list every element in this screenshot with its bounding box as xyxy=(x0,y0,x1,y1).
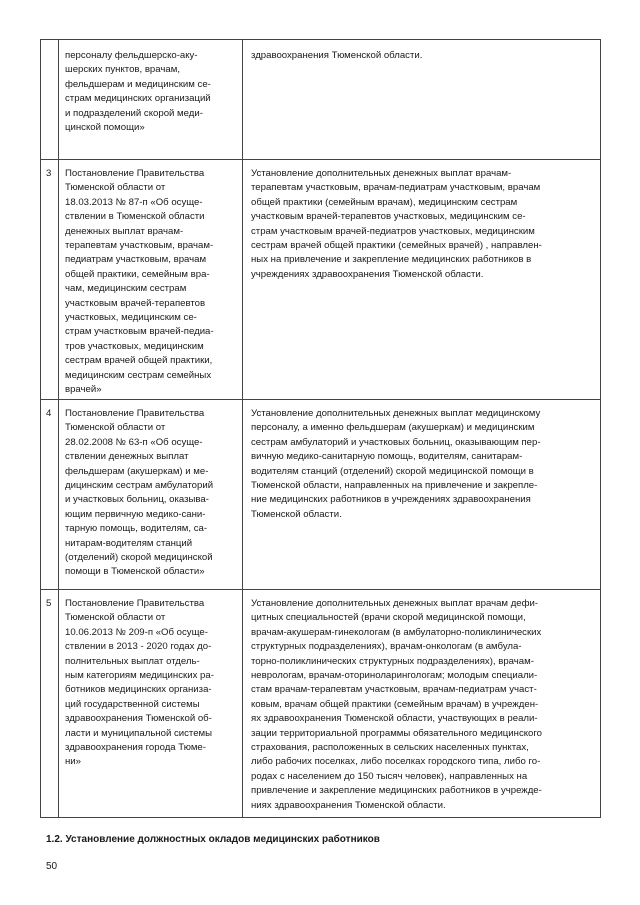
document-line: 28.02.2008 № 63-п «Об осуще- xyxy=(65,436,203,448)
document-line: педиатрам участковым, врачам xyxy=(65,254,207,266)
description-line: Установление дополнительных денежных выплат медицинскому xyxy=(251,408,541,419)
description-cell xyxy=(243,400,601,590)
document-line: Тюменской области от xyxy=(65,182,166,194)
description-line: привлечение и закрепление медицинских работников в учрежде- xyxy=(251,785,542,797)
document-line: медицинским сестрам семейных xyxy=(65,369,212,381)
document-line: общей практики, семейным вра- xyxy=(65,268,210,280)
document-line: ствлении в 2013 - 2020 годах до- xyxy=(65,641,212,653)
row-number: 5 xyxy=(41,590,59,818)
description-line: здравоохранения Тюменской области. xyxy=(251,50,423,61)
document-line: ствлении в Тюменской области xyxy=(65,211,205,223)
document-line: чам, медицинским сестрам xyxy=(65,283,187,295)
description-line: торно-поликлинических структурных подразделениях), врачам- xyxy=(251,655,534,667)
document-line: полнительных выплат отдель- xyxy=(65,655,200,667)
document-line: здравоохранения города Тюме- xyxy=(65,742,206,754)
description-line: зации территориальной программы обязательного медицинского xyxy=(251,727,543,739)
description-line: цитных специальностей (врачи скорой медицинской помощи, xyxy=(251,612,526,624)
section-heading: 1.2. Установление должностных окладов медицинских работников xyxy=(46,834,380,845)
document-line: персоналу фельдшерско-аку- xyxy=(65,50,198,61)
document-line: Постановление Правительства xyxy=(65,598,205,609)
description-line: либо рабочих поселках, либо поселках городского типа, либо го- xyxy=(251,756,541,768)
description-line: врачам-акушерам-гинекологам (в амбулаторно-поликлинических xyxy=(251,626,542,638)
document-line: ющим первичную медико-сани- xyxy=(65,508,206,520)
row-number: 4 xyxy=(41,400,59,590)
table-row xyxy=(41,160,601,400)
description-line: страхования, расположенных в сельских населенных пунктах, xyxy=(251,742,529,754)
description-cell xyxy=(243,590,601,818)
document-line: и участковых больниц, оказыва- xyxy=(65,494,209,506)
document-line: Постановление Правительства xyxy=(65,408,205,419)
document-line: ций государственной системы xyxy=(65,698,200,710)
description-line: терапевтам участковым, врачам-педиатрам участковым, врачам xyxy=(251,182,541,194)
description-line: сестрам амбулаторий и участковых больниц, оказывающим пер- xyxy=(251,436,541,448)
description-cell xyxy=(243,40,601,160)
page-number: 50 xyxy=(46,861,58,872)
description-line: Тюменской области. xyxy=(251,508,342,520)
document-line: фельдшерам и медицинским се- xyxy=(65,78,211,90)
document-line: участковым врачей-терапевтов xyxy=(65,297,206,309)
document-line: участковых, медицинским се- xyxy=(65,312,197,324)
row-number xyxy=(41,40,59,160)
document-line: терапевтам участковым, врачам- xyxy=(65,240,214,252)
description-line: Установление дополнительных денежных выплат врачам дефи- xyxy=(251,598,539,609)
document-line: тарную помощь, водителям, са- xyxy=(65,523,208,535)
document-line: Тюменской области от xyxy=(65,612,166,624)
description-line: учреждениях здравоохранения Тюменской области. xyxy=(251,268,484,280)
document-line: Тюменской области от xyxy=(65,422,166,434)
table-row xyxy=(41,590,601,818)
document-line: ласти и муниципальной системы xyxy=(65,727,213,739)
description-line: ях здравоохранения Тюменской области, участвующих в реали- xyxy=(251,713,538,725)
document-line: 10.06.2013 № 209-п «Об осуще- xyxy=(65,626,208,638)
document-line: Постановление Правительства xyxy=(65,168,205,179)
description-line: Тюменской области, направленных на привлечение и закрепле- xyxy=(251,480,538,492)
description-line: персоналу, а именно фельдшерам (акушеркам) и медицинским xyxy=(251,422,535,434)
document-line: здравоохранения Тюменской об- xyxy=(65,713,212,725)
table-row xyxy=(41,40,601,160)
document-line: ни» xyxy=(65,756,81,768)
document-line: и подразделений скорой меди- xyxy=(65,107,203,119)
document-line: цинской помощи» xyxy=(65,122,145,134)
document-line: страм медицинских организаций xyxy=(65,93,211,105)
document-line: ным категориям медицинских ра- xyxy=(65,670,214,682)
description-line: Установление дополнительных денежных выплат врачам- xyxy=(251,168,512,179)
document-cell xyxy=(59,160,243,400)
description-line: ных на привлечение и закрепление медицинских работников в xyxy=(251,254,532,266)
description-line: ковым, врачам общей практики (семейным врачам) в учрежден- xyxy=(251,698,539,710)
description-line: вичную медико-санитарную помощь, водителям, санитарам- xyxy=(251,451,523,463)
document-cell xyxy=(59,40,243,160)
description-line: ние медицинских работников в учреждениях здравоохранения xyxy=(251,494,531,506)
document-line: страм участковым врачей-педиа- xyxy=(65,326,214,338)
description-line: участковым врачей-терапевтов участковых, медицинским се- xyxy=(251,211,526,223)
document-cell xyxy=(59,590,243,818)
document-line: фельдшерам (акушеркам) и ме- xyxy=(65,465,209,477)
document-line: ствлении денежных выплат xyxy=(65,451,189,463)
document-line: нитарам-водителям станций xyxy=(65,537,193,549)
document-cell xyxy=(59,400,243,590)
description-cell xyxy=(243,160,601,400)
description-line: ниях здравоохранения Тюменской области. xyxy=(251,799,446,811)
description-line: общей практики (семейным врачам), медицинским сестрам xyxy=(251,196,518,208)
table-row xyxy=(41,400,601,590)
document-line: врачей» xyxy=(65,384,102,396)
description-line: родах с населением до 150 тысяч человек), направленных на xyxy=(251,770,528,782)
document-line: шерских пунктов, врачам, xyxy=(65,64,180,76)
measures-table xyxy=(40,39,601,818)
description-line: водителям станций (отделений) скорой медицинской помощи в xyxy=(251,465,534,477)
row-number: 3 xyxy=(41,160,59,400)
description-line: стам врачам-терапевтам участковым, врачам-педиатрам участ- xyxy=(251,684,537,696)
document-line: 18.03.2013 № 87-п «Об осуще- xyxy=(65,196,203,208)
description-line: структурных подразделениях), врачам-онкологам (в амбула- xyxy=(251,641,522,653)
document-line: сестрам врачей общей практики, xyxy=(65,355,213,367)
description-line: неврологам, врачам-оториноларингологам; молодым специали- xyxy=(251,670,538,682)
description-line: сестрам врачей общей практики (семейных врачей) , направлен- xyxy=(251,240,542,252)
document-line: денежных выплат врачам- xyxy=(65,225,184,237)
document-line: дицинским сестрам амбулаторий xyxy=(65,480,214,492)
document-line: тров участковых, медицинским xyxy=(65,340,204,352)
description-line: страм участковым врачей-педиатров участковых, медицинским xyxy=(251,225,535,237)
document-line: (отделений) скорой медицинской xyxy=(65,552,213,564)
document-line: ботников медицинских организа- xyxy=(65,684,212,696)
document-line: помощи в Тюменской области» xyxy=(65,566,205,578)
